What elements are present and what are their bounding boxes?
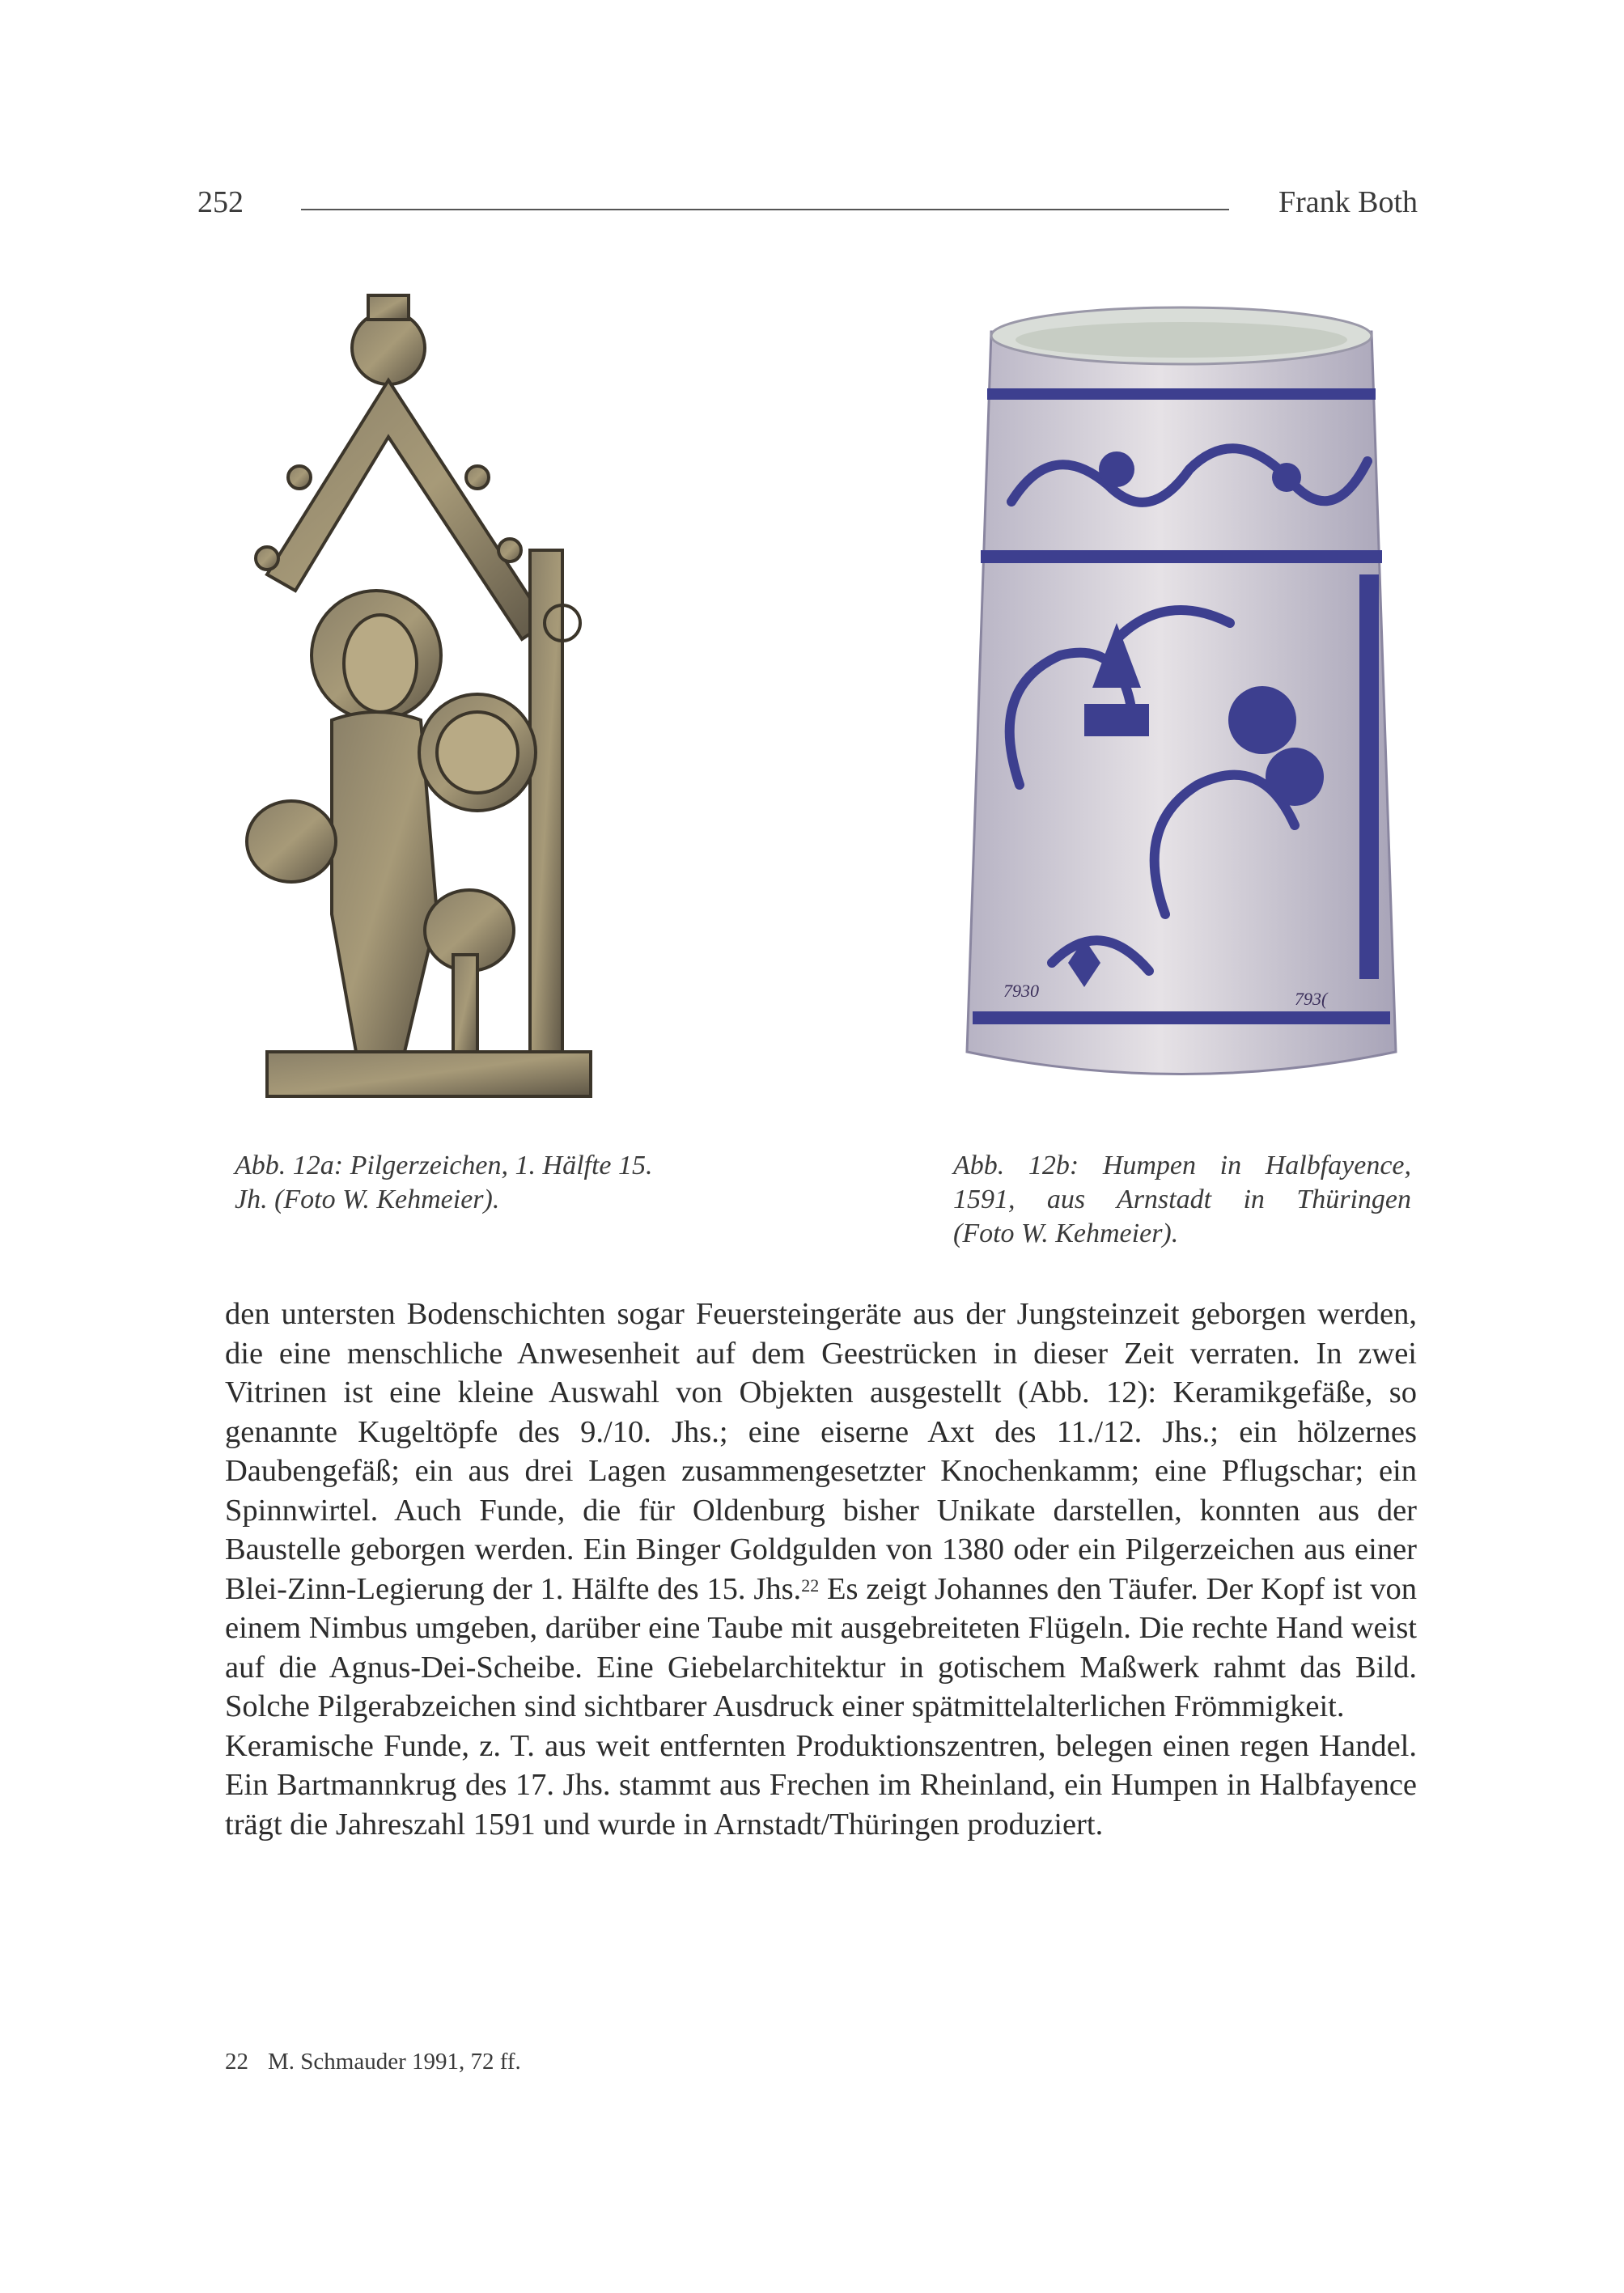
figure-caption-12b bbox=[953, 1149, 1411, 1251]
tankard-inscription-left: 7930 bbox=[1003, 981, 1039, 1001]
caption-line: (Foto W. Kehmeier). bbox=[953, 1219, 1179, 1248]
caption-line: Abb. 12a: Pilgerzeichen, 1. Hälfte 15. bbox=[235, 1151, 653, 1180]
running-head-author: Frank Both bbox=[1278, 185, 1418, 219]
paragraph bbox=[225, 1295, 1417, 1727]
figure-caption-12a bbox=[235, 1149, 720, 1217]
tankard-inscription-right: 793( bbox=[1295, 989, 1328, 1009]
paragraph: Keramische Funde, z. T. aus weit entfernten Produktionszentren, belegen einen regen Handel. Ein Bartmannkrug des 17. Jhs. stammt aus Frechen im Rheinland, ein Humpen in Halbfayence trägt die Jahreszahl 1591 und wurde in Arnstadt/Thüringen produziert. bbox=[225, 1728, 1417, 1842]
footnote bbox=[225, 2049, 521, 2075]
page-header bbox=[0, 184, 1624, 233]
faience-tankard-photo bbox=[955, 299, 1408, 1100]
caption-line: 1591, aus Arnstadt in Thüringen bbox=[953, 1185, 1411, 1214]
footnote-number: 22 bbox=[225, 2049, 248, 2075]
main-text bbox=[225, 1295, 1417, 1844]
header-rule bbox=[301, 209, 1229, 210]
caption-line: Abb. 12b: Humpen in Halbfayence, bbox=[953, 1151, 1411, 1180]
footnote-reference[interactable]: 22 bbox=[801, 1575, 820, 1596]
page-number: 252 bbox=[197, 185, 244, 219]
footnote-text: M. Schmauder 1991, 72 ff. bbox=[268, 2049, 521, 2075]
caption-line: Jh. (Foto W. Kehmeier). bbox=[235, 1185, 500, 1214]
paragraph-text: den untersten Bodenschichten sogar Feuersteingeräte aus der Jungsteinzeit geborgen werden, die eine menschliche Anwesenheit auf dem Geestrücken in dieser Zeit verraten. In zwei Vitrinen ist eine kleine Auswahl von Objekten ausgestellt (Abb. 12): Keramikgefäße, so genannte Kugeltöpfe des 9./10. Jhs.; eine eiserne Axt des 11./12. Jhs.; ein hölzernes Daubengefäß; ein aus drei Lagen zusammengesetzter Knochenkamm; eine Pflugschar; ein Spinnwirtel. Auch Funde, die für Oldenburg bisher Unikate darstellen, konnten aus der Baustelle geborgen werden. Ein Binger Goldgulden von 1380 oder ein Pilgerzeichen aus einer Blei-Zinn-Legierung der 1. Hälfte des 15. Jhs. bbox=[225, 1297, 1417, 1606]
pilgrim-badge-photo bbox=[235, 283, 672, 1117]
paragraph-text: Es zeigt Johannes den Täufer. Der Kopf ist von einem Nimbus umgeben, darüber eine Taube mit ausgebreiteten Flügeln. Die rechte Hand weist auf die Agnus-Dei-Scheibe. Eine Giebelarchitektur in gotischem Maßwerk rahmt das Bild. Solche Pilgerabzeichen sind sichtbarer Ausdruck einer spätmittelalterlichen Frömmigkeit. bbox=[225, 1571, 1417, 1723]
